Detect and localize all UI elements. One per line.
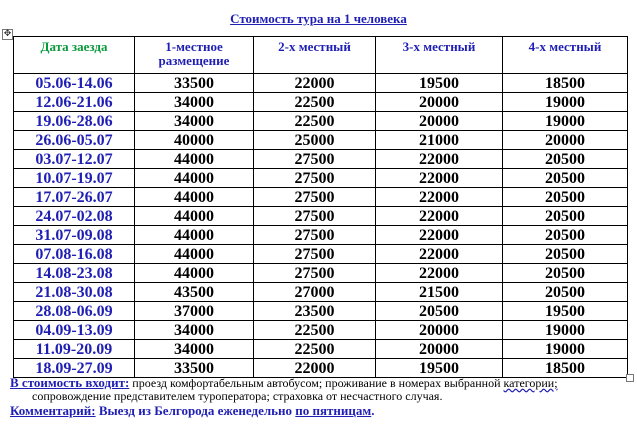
price-single-cell: 33500 — [135, 359, 254, 378]
comment-text-1: Выезд из Белгорода еженедельно — [95, 403, 296, 418]
date-cell: 17.07-26.07 — [14, 188, 135, 207]
price-quad-cell: 19500 — [503, 302, 628, 321]
table-row — [14, 112, 628, 131]
price-single-cell: 34000 — [135, 93, 254, 112]
price-single-cell: 44000 — [135, 188, 254, 207]
price-double-cell: 22000 — [254, 74, 376, 93]
price-double-cell: 22500 — [254, 340, 376, 359]
included-text-1: проезд комфортабельным автобусом; проживание в номерах выбранной — [129, 376, 504, 390]
date-cell: 03.07-12.07 — [14, 150, 135, 169]
price-single-cell: 37000 — [135, 302, 254, 321]
date-cell: 21.08-30.08 — [14, 283, 135, 302]
price-double-cell: 23500 — [254, 302, 376, 321]
price-quad-cell: 20500 — [503, 150, 628, 169]
price-quad-cell: 19000 — [503, 340, 628, 359]
price-triple-cell: 22000 — [376, 245, 503, 264]
price-triple-cell: 20000 — [376, 321, 503, 340]
header-quad: 4-х местный — [503, 37, 628, 74]
header-triple: 3-х местный — [376, 37, 503, 74]
date-cell: 07.08-16.08 — [14, 245, 135, 264]
page-title: Стоимость тура на 1 человека — [230, 11, 407, 26]
table-row — [14, 340, 628, 359]
price-triple-cell: 20000 — [376, 340, 503, 359]
price-double-cell: 27500 — [254, 169, 376, 188]
price-quad-cell: 18500 — [503, 359, 628, 378]
price-double-cell: 27500 — [254, 207, 376, 226]
table-row — [14, 302, 628, 321]
header-single: 1-местное размещение — [135, 37, 254, 74]
table-row — [14, 93, 628, 112]
table-row — [14, 245, 628, 264]
date-cell: 04.09-13.09 — [14, 321, 135, 340]
price-triple-cell: 19500 — [376, 359, 503, 378]
comment-text-2: по пятницам — [295, 403, 372, 418]
date-cell: 10.07-19.07 — [14, 169, 135, 188]
price-triple-cell: 22000 — [376, 207, 503, 226]
price-triple-cell: 22000 — [376, 169, 503, 188]
price-quad-cell: 20500 — [503, 169, 628, 188]
price-double-cell: 22500 — [254, 112, 376, 131]
price-double-cell: 27500 — [254, 264, 376, 283]
price-double-cell: 22500 — [254, 321, 376, 340]
price-single-cell: 40000 — [135, 131, 254, 150]
comment-text-3: . — [371, 403, 375, 418]
price-single-cell: 44000 — [135, 226, 254, 245]
included-text-category: категории; — [503, 376, 558, 390]
price-triple-cell: 21000 — [376, 131, 503, 150]
price-quad-cell: 20500 — [503, 283, 628, 302]
date-cell: 11.09-20.09 — [14, 340, 135, 359]
price-triple-cell: 22000 — [376, 226, 503, 245]
table-row — [14, 131, 628, 150]
date-cell: 31.07-09.08 — [14, 226, 135, 245]
price-quad-cell: 20500 — [503, 226, 628, 245]
price-single-cell: 44000 — [135, 245, 254, 264]
price-triple-cell: 20000 — [376, 93, 503, 112]
included-text-2: сопровождение представителем туроператора; страховка от несчастного случая. — [32, 389, 443, 403]
price-quad-cell: 20000 — [503, 131, 628, 150]
price-single-cell: 34000 — [135, 321, 254, 340]
table-row — [14, 169, 628, 188]
table-row — [14, 264, 628, 283]
price-double-cell: 27500 — [254, 245, 376, 264]
price-triple-cell: 20000 — [376, 112, 503, 131]
comment-label: Комментарий: — [10, 403, 96, 418]
price-single-cell: 43500 — [135, 283, 254, 302]
table-row — [14, 188, 628, 207]
price-triple-cell: 19500 — [376, 74, 503, 93]
header-date: Дата заезда — [14, 37, 135, 74]
price-double-cell: 27000 — [254, 283, 376, 302]
price-quad-cell: 18500 — [503, 74, 628, 93]
price-single-cell: 44000 — [135, 150, 254, 169]
price-table — [13, 36, 628, 378]
price-double-cell: 27500 — [254, 188, 376, 207]
price-quad-cell: 20500 — [503, 264, 628, 283]
table-header-row — [14, 37, 628, 74]
date-cell: 18.09-27.09 — [14, 359, 135, 378]
price-quad-cell: 19000 — [503, 321, 628, 340]
price-single-cell: 44000 — [135, 169, 254, 188]
table-row — [14, 207, 628, 226]
price-quad-cell: 20500 — [503, 245, 628, 264]
price-quad-cell: 19000 — [503, 112, 628, 131]
price-double-cell: 22000 — [254, 359, 376, 378]
price-double-cell: 25000 — [254, 131, 376, 150]
header-double: 2-х местный — [254, 37, 376, 74]
table-row — [14, 283, 628, 302]
price-triple-cell: 22000 — [376, 188, 503, 207]
date-cell: 28.08-06.09 — [14, 302, 135, 321]
price-triple-cell: 22000 — [376, 150, 503, 169]
date-cell: 14.08-23.08 — [14, 264, 135, 283]
date-cell: 12.06-21.06 — [14, 93, 135, 112]
date-cell: 24.07-02.08 — [14, 207, 135, 226]
table-row — [14, 74, 628, 93]
date-cell: 19.06-28.06 — [14, 112, 135, 131]
date-cell: 05.06-14.06 — [14, 74, 135, 93]
table-row — [14, 226, 628, 245]
price-single-cell: 34000 — [135, 112, 254, 131]
table-row — [14, 150, 628, 169]
price-single-cell: 44000 — [135, 264, 254, 283]
price-triple-cell: 22000 — [376, 264, 503, 283]
table-row — [14, 321, 628, 340]
price-single-cell: 44000 — [135, 207, 254, 226]
price-single-cell: 34000 — [135, 340, 254, 359]
included-label: В стоимость входит: — [10, 375, 130, 390]
price-triple-cell: 20500 — [376, 302, 503, 321]
price-double-cell: 27500 — [254, 226, 376, 245]
price-quad-cell: 20500 — [503, 207, 628, 226]
comment-note — [10, 403, 375, 419]
price-double-cell: 27500 — [254, 150, 376, 169]
date-cell: 26.06-05.07 — [14, 131, 135, 150]
included-note — [10, 376, 630, 403]
price-double-cell: 22500 — [254, 93, 376, 112]
price-triple-cell: 21500 — [376, 283, 503, 302]
price-quad-cell: 19000 — [503, 93, 628, 112]
price-single-cell: 33500 — [135, 74, 254, 93]
table-move-handle-icon[interactable]: ✥ — [3, 29, 12, 39]
price-quad-cell: 20500 — [503, 188, 628, 207]
